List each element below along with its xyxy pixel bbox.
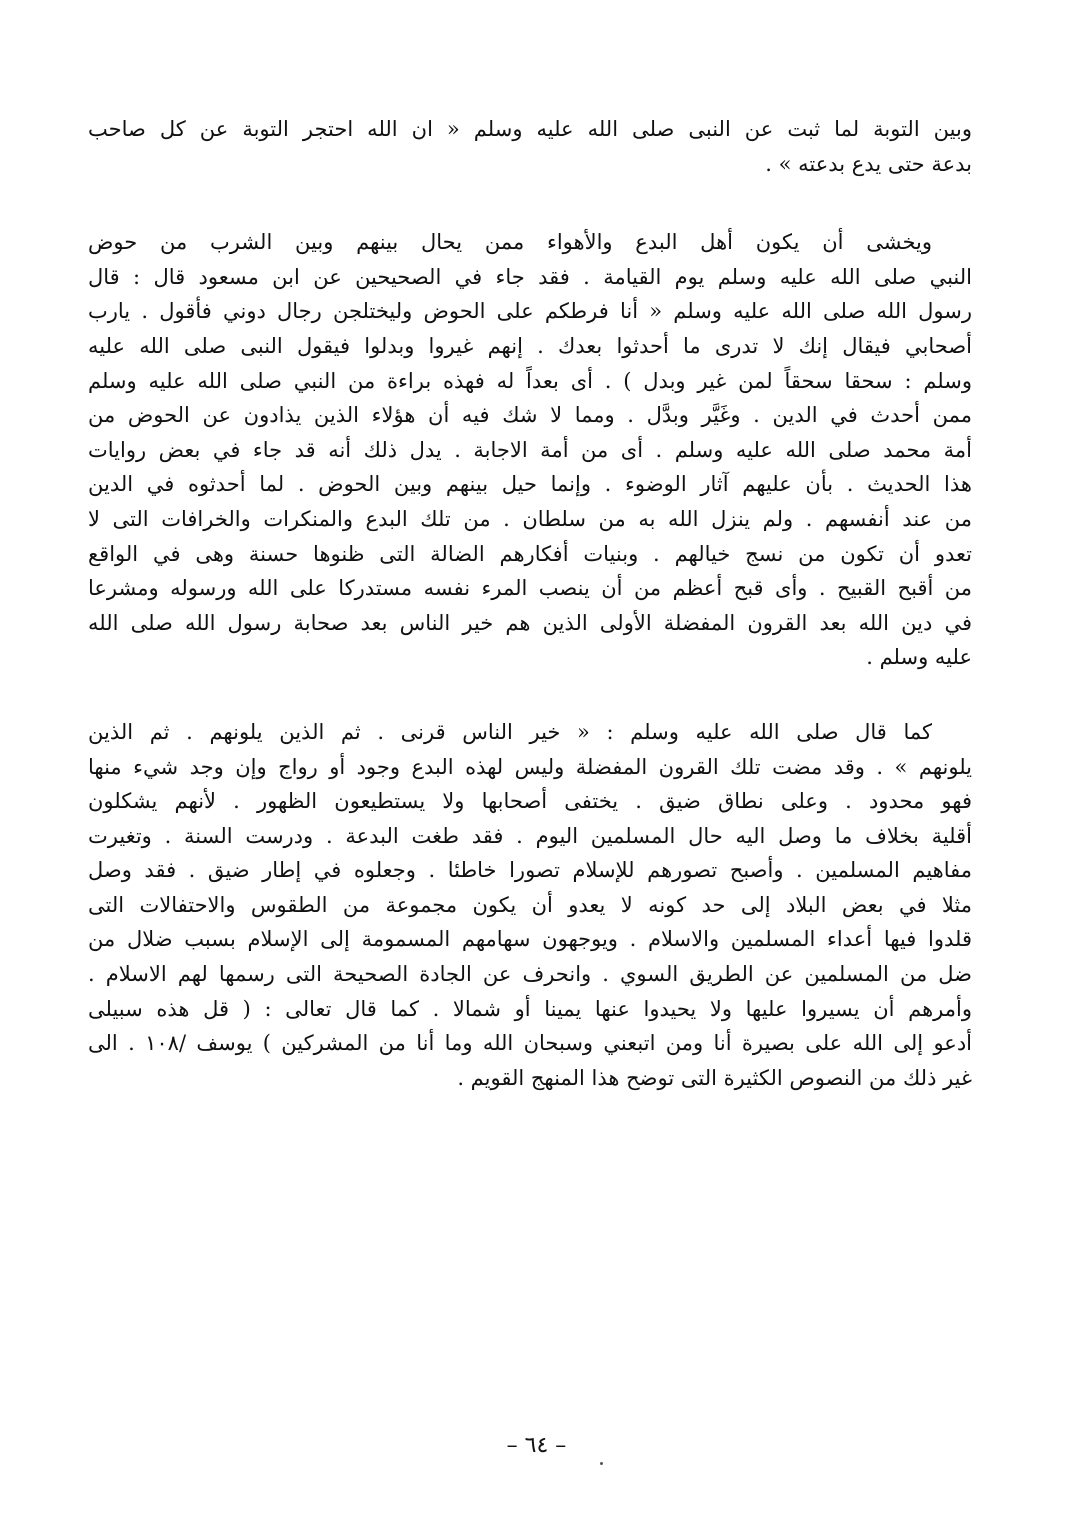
text-line: بدعة حتى يدع بدعته » . bbox=[765, 151, 972, 176]
text-line: وأمرهم أن يسيروا عليها ولا يحيدوا عنها يمينا أو شمالا . كما قال تعالى : ( قل هذه سبيلى bbox=[88, 996, 972, 1021]
paragraph-1 bbox=[88, 112, 972, 181]
text-line: غير ذلك من النصوص الكثيرة التى توضح هذا المنهج القويم . bbox=[457, 1065, 972, 1090]
paragraph-3 bbox=[88, 715, 972, 1096]
text-line: ضل من المسلمين عن الطريق السوي . وانحرف عن الجادة الصحيحة التى رسمها لهم الاسلام . bbox=[88, 962, 972, 987]
text-line: وبين التوبة لما ثبت عن النبى صلى الله عليه وسلم « ان الله احتجر التوبة عن كل صاحب bbox=[88, 117, 972, 141]
text-line: ممن أحدث في الدين . وغَيَّر وبدَّل . ومما لا شك فيه أن هؤلاء الذين يذادون عن الحوض من bbox=[88, 403, 972, 428]
text-line: أصحابي فيقال إنك لا تدرى ما أحدثوا بعدك . إنهم غيروا وبدلوا فيقول النبى صلى الله عليه bbox=[88, 333, 972, 358]
text-line: من أقبح القبيح . وأى قبح أعظم من أن ينصب المرء نفسه مستدركا على الله ورسوله ومشرعا bbox=[88, 576, 972, 601]
text-line: من عند أنفسهم . ولم ينزل الله به من سلطان . من تلك البدع والمنكرات والخرافات التى لا bbox=[88, 506, 972, 531]
text-line: ويخشى أن يكون أهل البدع والأهواء ممن يحال بينهم وبين الشرب من حوض bbox=[88, 230, 932, 255]
page-body bbox=[88, 112, 972, 1095]
text-line: أمة محمد صلى الله عليه وسلم . أى من أمة الاجابة . يدل ذلك أنه قد جاء في بعض روايات bbox=[88, 437, 972, 462]
text-line: هذا الحديث . بأن عليهم آثار الوضوء . وإنما حيل بينهم وبين الحوض . لما أحدثوه في الدين bbox=[88, 472, 972, 497]
text-line: فهو محدود . وعلى نطاق ضيق . يختفى أصحابها ولا يستطيعون الظهور . لأنهم يشكلون bbox=[88, 789, 972, 814]
text-line: عليه وسلم . bbox=[866, 645, 972, 670]
text-line: كما قال صلى الله عليه وسلم : « خير الناس قرنى . ثم الذين يلونهم . ثم الذين bbox=[88, 719, 932, 744]
text-line: مثلا في بعض البلاد إلى حد كونه لا يعدو أن يكون مجموعة من الطقوس والاحتفالات التى bbox=[88, 892, 972, 917]
page-number: – ٦٤ – bbox=[506, 1433, 567, 1458]
text-line: قلدوا فيها أعداء المسلمين والاسلام . ويوجهون سهامهم المسمومة إلى الإسلام بسبب ضلال من bbox=[88, 927, 972, 952]
text-line: أقلية بخلاف ما وصل اليه حال المسلمين اليوم . فقد طغت البدعة . ودرست السنة . وتغيرت bbox=[88, 823, 972, 848]
text-line: النبي صلى الله عليه وسلم يوم القيامة . فقد جاء في الصحيحين عن ابن مسعود قال : قال bbox=[88, 264, 972, 289]
text-line: رسول الله صلى الله عليه وسلم « أنا فرطكم على الحوض وليختلجن رجال دوني فأقول . يارب bbox=[88, 299, 972, 324]
text-line: أدعو إلى الله على بصيرة أنا ومن اتبعني وسبحان الله وما أنا من المشركين ) يوسف /١٠٨ . الى bbox=[88, 1031, 972, 1056]
text-line: تعدو أن تكون من نسج خيالهم . وبنيات أفكارهم الضالة التى ظنوها حسنة وهى في الواقع bbox=[88, 541, 972, 566]
text-line: في دين الله بعد القرون المفضلة الأولى الذين هم خير الناس بعد صحابة رسول الله صلى الله bbox=[88, 610, 972, 635]
text-line: يلونهم » . وقد مضت تلك القرون المفضلة وليس لهذه البدع وجود أو رواج وإن وجد شيء منها bbox=[88, 754, 972, 779]
text-line: مفاهيم المسلمين . وأصبح تصورهم للإسلام تصورا خاطئا . وجعلوه في إطار ضيق . فقد وصل bbox=[88, 858, 972, 883]
paragraph-2 bbox=[88, 225, 972, 675]
scan-speck bbox=[600, 1462, 603, 1465]
text-line: وسلم : سحقا سحقاً لمن غير وبدل ) . أى بعداً له فهذه براءة من النبي صلى الله عليه وسلم bbox=[88, 368, 972, 393]
